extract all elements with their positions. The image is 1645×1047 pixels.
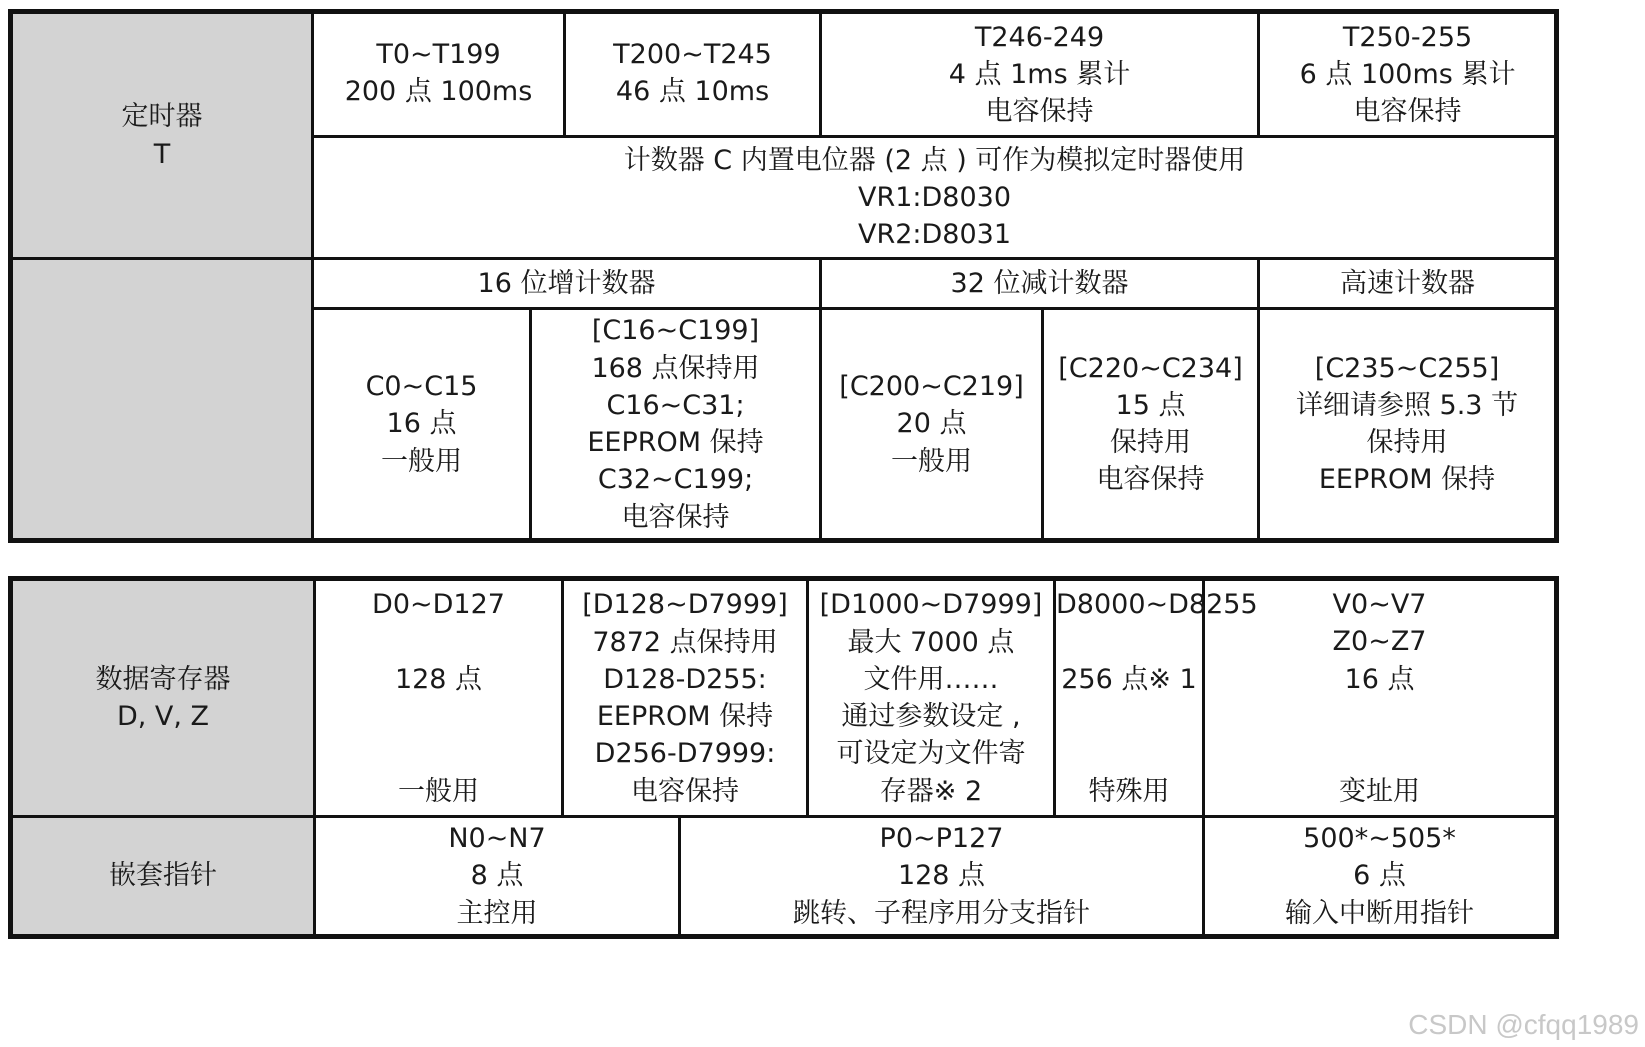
data-cell-d0 xyxy=(315,579,563,817)
timer-retention: 电容保持 xyxy=(1353,96,1462,128)
pointer-count: 6 点 xyxy=(1353,860,1406,892)
register-count: 最大 7000 点 xyxy=(847,626,1015,658)
counter-usage: 一般用 xyxy=(381,445,462,477)
counter-range: [C235~C255] xyxy=(1314,352,1500,384)
counter-detail: EEPROM 保持 xyxy=(587,427,764,458)
timer-spec: 200 点 100ms xyxy=(344,76,533,108)
counter-cell-c235 xyxy=(1259,309,1557,541)
register-count: 256 点※ 1 xyxy=(1061,663,1197,695)
counter-usage: 保持用 xyxy=(1366,427,1448,458)
register-detail: 存器※ 2 xyxy=(879,775,983,807)
timer-range: T200~T245 xyxy=(613,39,772,70)
counter-range: [C220~C234] xyxy=(1058,352,1243,384)
register-detail: 文件用…… xyxy=(863,663,999,695)
pointer-cell-interrupt xyxy=(1204,817,1557,937)
pointer-count: 8 点 xyxy=(470,860,524,892)
register-count: 7872 点保持用 xyxy=(592,626,778,658)
timer-counter-table xyxy=(8,9,1559,543)
pointer-range: P0~P127 xyxy=(879,823,1004,855)
counter-usage: 一般用 xyxy=(891,445,973,477)
timer-range: T0~T199 xyxy=(376,39,501,70)
register-detail: D128-D255: xyxy=(603,663,767,695)
counter-group-32bit: 32 位减计数器 xyxy=(821,259,1259,309)
pointer-count: 128 点 xyxy=(897,860,986,892)
counter-cell-c16 xyxy=(531,309,821,541)
counter-retention: EEPROM 保持 xyxy=(1318,464,1496,496)
counter-count: 168 点保持用 xyxy=(591,352,760,384)
register-range: [D128~D7999] xyxy=(582,589,788,621)
counter-range: C0~C15 xyxy=(365,371,478,403)
counter-range: [C16~C199] xyxy=(591,315,760,347)
counter-cell-c200 xyxy=(821,309,1043,541)
timer-spec: 46 点 10ms xyxy=(615,76,770,108)
timer-retention: 电容保持 xyxy=(985,96,1094,128)
pointer-usage: 输入中断用指针 xyxy=(1285,897,1474,929)
timer-cell-t200 xyxy=(565,12,821,137)
register-range: [D1000~D7999] xyxy=(819,589,1043,621)
register-range: V0~V7 xyxy=(1332,589,1427,620)
register-detail: 电容保持 xyxy=(631,775,739,807)
counter-count: 15 点 xyxy=(1115,389,1186,421)
register-detail: EEPROM 保持 xyxy=(596,701,774,732)
data-cell-d1000 xyxy=(808,579,1055,817)
pointer-usage: 跳转、子程序用分支指针 xyxy=(793,897,1090,929)
register-range: D8000~D8255 xyxy=(1056,588,1258,620)
timer-header-label: 定时器 xyxy=(121,101,203,133)
counter-header xyxy=(11,259,313,541)
counter-cell-c220 xyxy=(1043,309,1259,541)
data-cell-d8000 xyxy=(1055,579,1258,817)
register-count: 16 点 xyxy=(1344,663,1415,695)
note-line: VR2:D8031 xyxy=(858,219,1012,251)
timer-spec: 6 点 100ms 累计 xyxy=(1299,58,1516,90)
pointer-cell-n xyxy=(315,817,680,937)
pointer-usage: 主控用 xyxy=(456,897,538,929)
pointer-header: 嵌套指针 xyxy=(11,817,315,937)
counter-group-highspeed: 高速计数器 xyxy=(1259,259,1557,309)
counter-range: [C200~C219] xyxy=(839,371,1024,403)
counter-count: 20 点 xyxy=(896,408,967,440)
counter-detail: C32~C199; xyxy=(597,464,754,496)
register-count: 128 点 xyxy=(394,663,483,695)
register-usage: 特殊用 xyxy=(1088,776,1170,808)
counter-retention: 电容保持 xyxy=(1096,464,1205,496)
timer-range: T250-255 xyxy=(1342,21,1473,53)
timer-spec: 4 点 1ms 累计 xyxy=(948,58,1131,90)
register-detail: 通过参数设定 , xyxy=(841,701,1021,732)
pointer-range: N0~N7 xyxy=(448,823,546,855)
counter-usage: 保持用 xyxy=(1110,427,1192,458)
counter-cell-c0 xyxy=(313,309,531,541)
register-detail: D256-D7999: xyxy=(594,738,776,770)
timer-cell-t0 xyxy=(313,12,565,137)
pointer-range: 500*~505* xyxy=(1303,823,1456,855)
note-line: VR1:D8030 xyxy=(858,181,1012,213)
data-register-symbols: D, V, Z xyxy=(116,701,210,732)
register-range: Z0~Z7 xyxy=(1332,626,1427,658)
counter-count: 16 点 xyxy=(386,408,457,440)
register-usage: 一般用 xyxy=(398,776,479,808)
timer-cell-t246 xyxy=(821,12,1259,137)
pointer-cell-p xyxy=(680,817,1204,937)
counter-reference: 详细请参照 5.3 节 xyxy=(1295,389,1519,421)
timer-cell-t250 xyxy=(1259,12,1557,137)
data-cell-d128 xyxy=(563,579,808,817)
counter-detail: C16~C31; xyxy=(606,389,745,421)
timer-range: T246-249 xyxy=(974,21,1105,53)
register-pointer-table xyxy=(8,576,1559,939)
analog-timer-note xyxy=(313,137,1557,259)
timer-header xyxy=(11,12,313,259)
counter-detail: 电容保持 xyxy=(621,501,730,533)
data-register-header xyxy=(11,579,315,817)
register-detail: 可设定为文件寄 xyxy=(836,738,1026,770)
counter-group-16bit: 16 位增计数器 xyxy=(313,259,821,309)
timer-header-symbol: T xyxy=(153,138,171,170)
note-line: 计数器 C 内置电位器 (2 点 ) 可作为模拟定时器使用 xyxy=(623,144,1246,176)
watermark: CSDN @cfqq1989 xyxy=(1408,1009,1639,1040)
register-range: D0~D127 xyxy=(372,588,505,620)
register-usage: 变址用 xyxy=(1339,775,1420,807)
data-register-label: 数据寄存器 xyxy=(95,663,231,695)
